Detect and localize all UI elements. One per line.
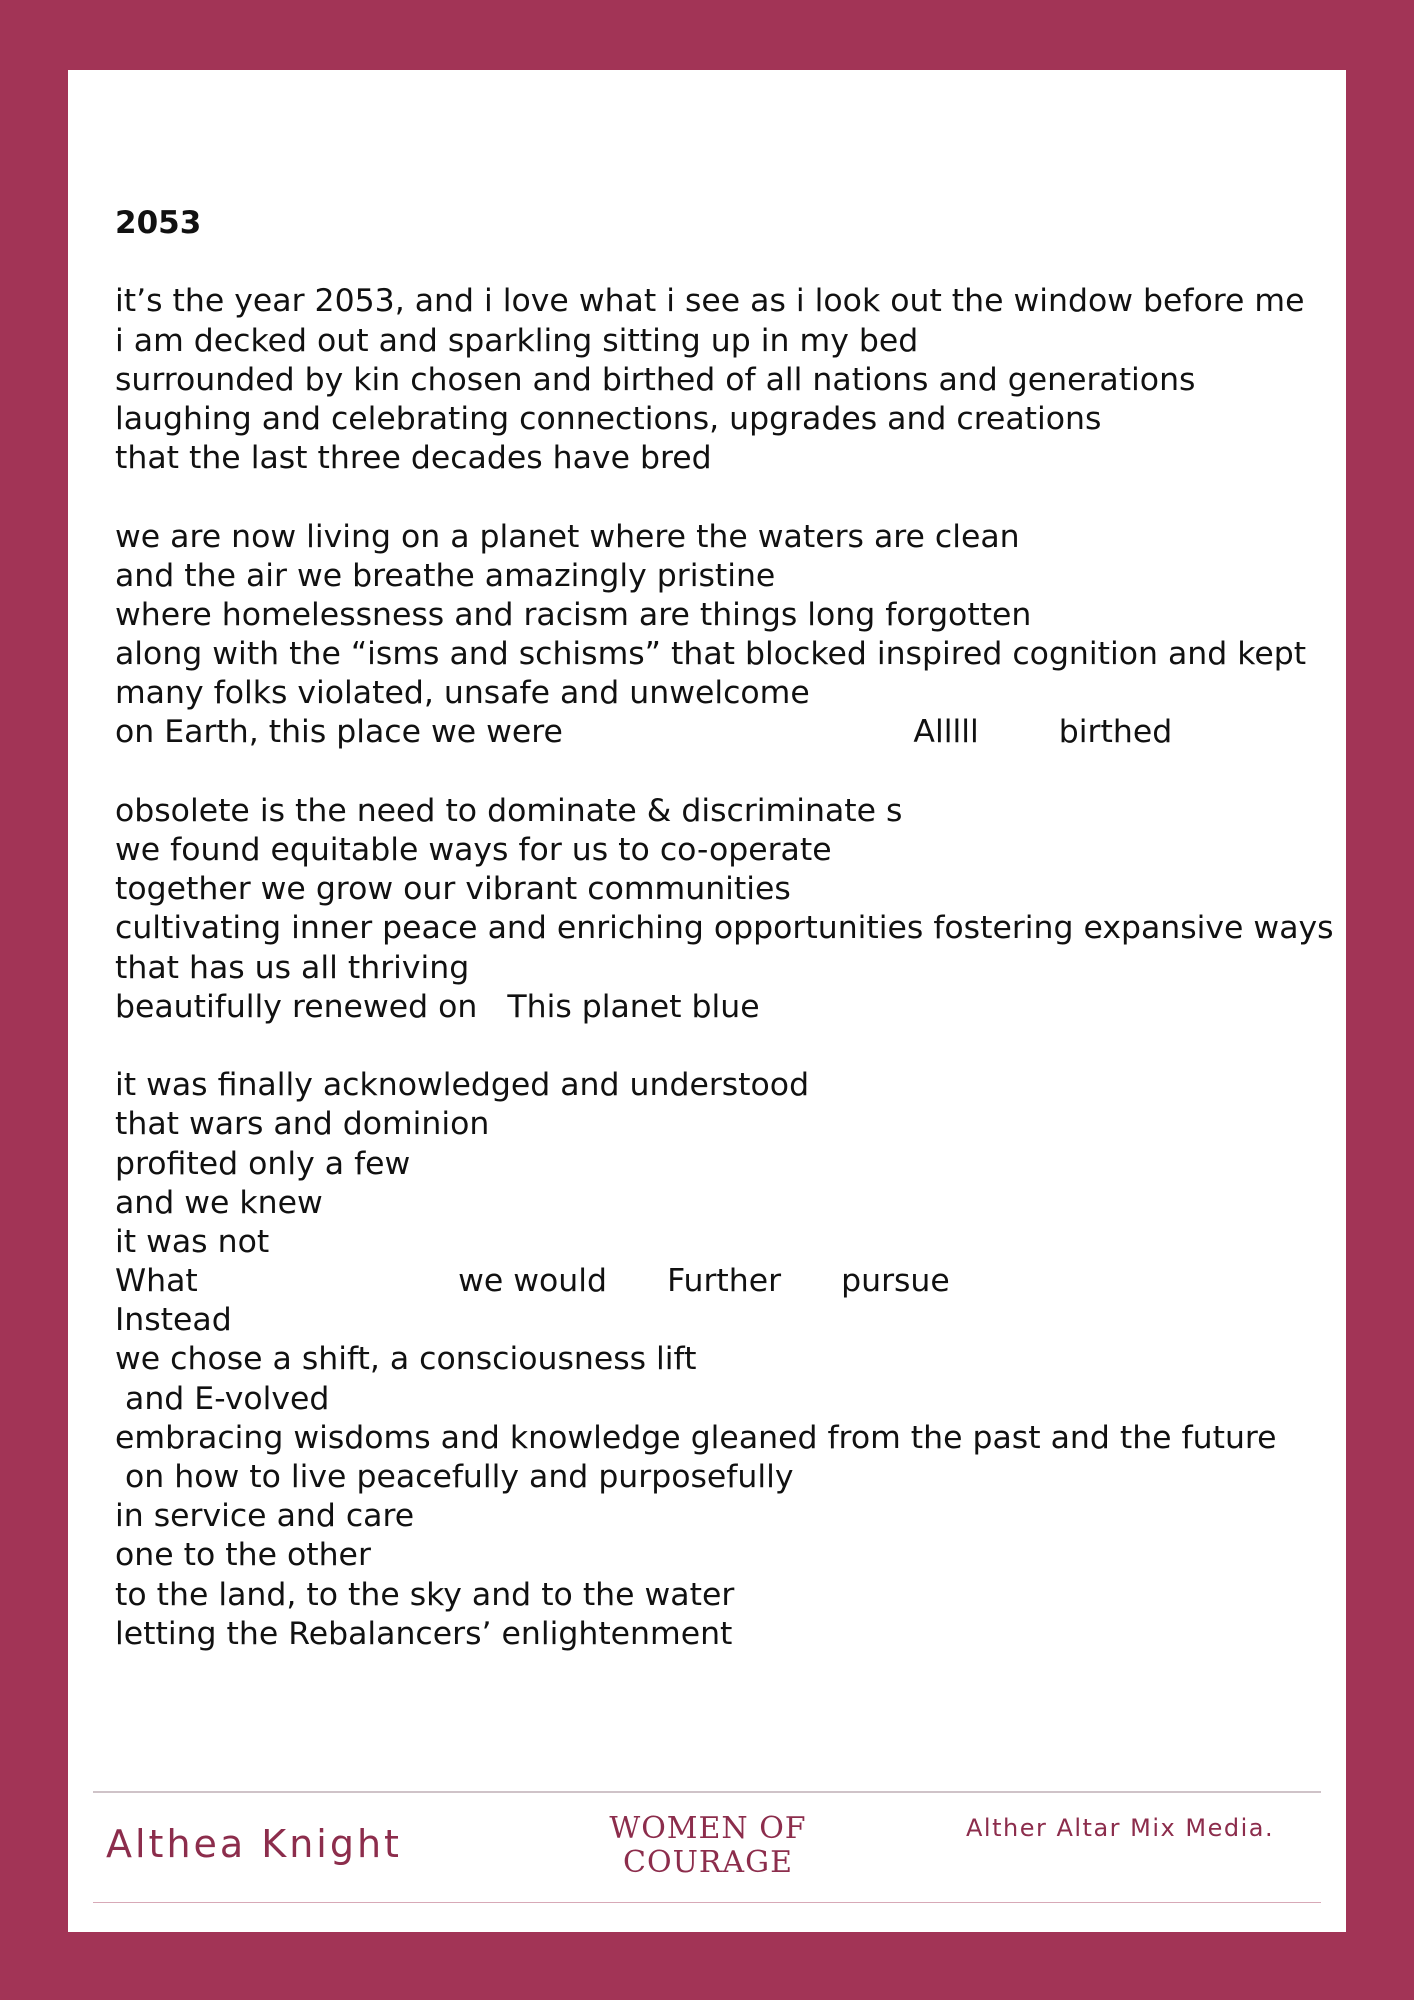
poem-line: laughing and celebrating connections, upgrades and creations (115, 400, 1102, 437)
poem-line: Instead (115, 1302, 232, 1339)
poem-line: beautifully renewed on This planet blue (115, 988, 760, 1025)
poem-line: that the last three decades have bred (115, 440, 712, 477)
studio-name: Alther Altar Mix Media. (966, 1814, 1275, 1842)
footer-top-divider (93, 1791, 1321, 1793)
poem-line: we chose a shift, a consciousness lift (115, 1341, 697, 1378)
poem-line: it was not (115, 1223, 270, 1260)
poem-line: along with the “isms and schisms” that blocked inspired cognition and kept (115, 636, 1307, 673)
poem-line: and the air we breathe amazingly pristine (115, 557, 776, 594)
poem-line: we are now living on a planet where the waters are clean (115, 518, 1020, 555)
brand-line-1: WOMEN OF (609, 1811, 807, 1846)
poem-line: obsolete is the need to dominate & discriminate s (115, 792, 903, 829)
poem-stanzas (115, 282, 1355, 1654)
poem-line: letting the Rebalancers’ enlightenment (115, 1615, 733, 1652)
poem-line: one to the other (115, 1537, 371, 1574)
author-name: Althea Knight (106, 1822, 402, 1866)
poem-line: where homelessness and racism are things long forgotten (115, 596, 1032, 633)
poem-line: we found equitable ways for us to co-operate (115, 832, 832, 868)
brand-logo-text (588, 1812, 828, 1880)
poem-line: that wars and dominion (115, 1106, 490, 1143)
brand-line-2: COURAGE (623, 1845, 793, 1880)
poem-line: to the land, to the sky and to the water (115, 1576, 735, 1613)
poem-line: surrounded by kin chosen and birthed of all nations and generations (115, 361, 1196, 398)
poem-line: together we grow our vibrant communities (115, 871, 791, 908)
poem-stanza (115, 1066, 1355, 1654)
poem-line: What we would Further pursue (115, 1263, 950, 1300)
poem-line: cultivating inner peace and enriching opportunities fostering expansive ways (115, 910, 1334, 947)
poem-line: on how to live peacefully and purposefully (115, 1459, 794, 1495)
poem-stanza (115, 282, 1355, 478)
poem-page (68, 70, 1346, 1932)
poem-title: 2053 (115, 205, 202, 241)
poem-line: it was finally acknowledged and understood (115, 1067, 810, 1104)
footer-bottom-divider (93, 1902, 1321, 1903)
poem-line: embracing wisdoms and knowledge gleaned from the past and the future (115, 1419, 1277, 1456)
poem-body (115, 204, 1355, 1693)
poem-line: and E-volved (115, 1380, 330, 1417)
poem-stanza (115, 518, 1355, 753)
poem-line: profited only a few (115, 1145, 411, 1182)
poem-line: i am decked out and sparkling sitting up in my bed (115, 322, 919, 359)
poem-line: on Earth, this place we were Alllll birthed (115, 714, 1173, 751)
poem-stanza (115, 792, 1355, 1027)
poem-line: and we knew (115, 1184, 323, 1221)
poem-line: it’s the year 2053, and i love what i see as i look out the window before me (115, 283, 1305, 320)
poem-line: that has us all thriving (115, 949, 470, 986)
poem-line: many folks violated, unsafe and unwelcome (115, 675, 810, 712)
poem-line: in service and care (115, 1498, 415, 1535)
